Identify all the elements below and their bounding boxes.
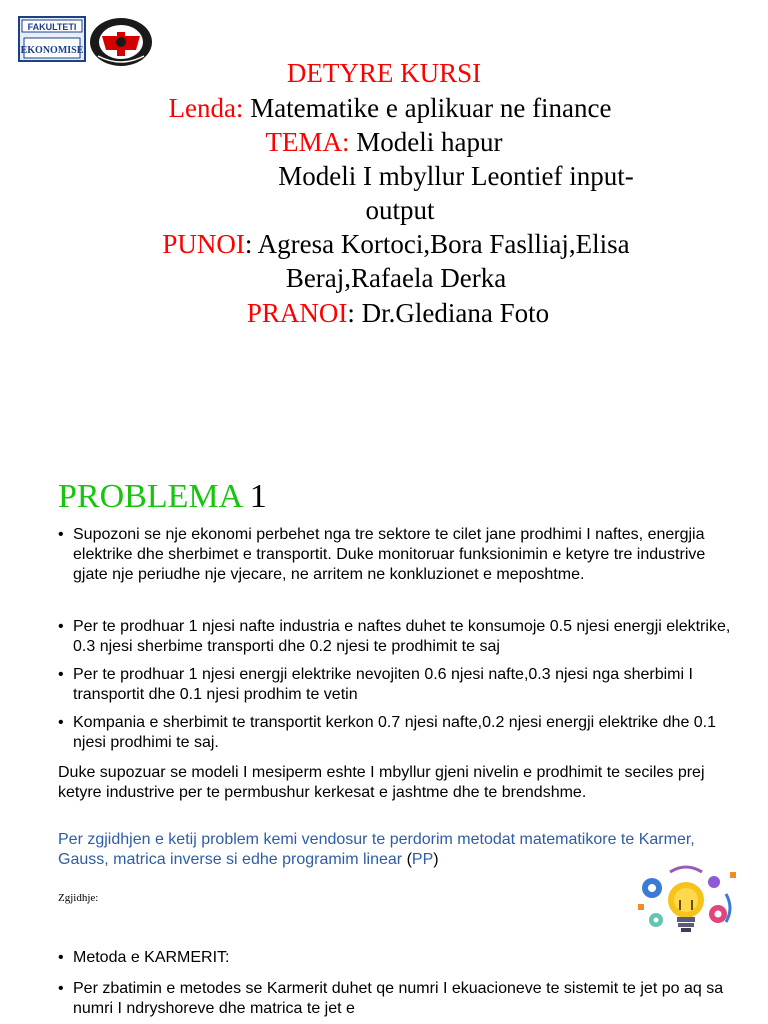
- methods-text: Per zgjidhjen e ketij problem kemi vendosur te perdorim metodat matematikore te Karmer, Gauss, matrica inverse si edhe programim linear: [58, 831, 695, 868]
- topic-value-closed-model: Modeli I mbyllur Leontief input-: [278, 161, 634, 191]
- list-item: [58, 979, 738, 1019]
- list-item-text: Per te prodhuar 1 njesi nafte industria e naftes duhet te konsumoje 0.5 njesi energji elektrike, 0.3 njesi sherbime transporti dhe 0.2 njesi te prodhimit te saj: [73, 618, 731, 655]
- lightbulb-gears-icon: [630, 864, 742, 944]
- list-item-text: Kompania e sherbimit te transportit kerkon 0.7 njesi nafte,0.2 njesi energji elektrike dhe 0.1 njesi prodhimi te saj.: [73, 714, 717, 751]
- bullet-icon: •: [58, 526, 64, 543]
- problem-heading: [58, 477, 267, 517]
- logo-ekonomise-text: EKONOMISE: [20, 45, 84, 56]
- accepted-by-line: [14, 296, 768, 330]
- list-item: [58, 948, 738, 968]
- authors-value-continued: Beraj,Rafaela Derka: [285, 263, 507, 293]
- bullet-icon: •: [58, 949, 64, 966]
- topic-label: TEMA:: [265, 127, 350, 157]
- authors-line: [12, 227, 768, 261]
- authors-value: : Agresa Kortoci,Bora Faslliaj,Elisa: [244, 229, 630, 259]
- methods-pp: PP: [411, 851, 434, 868]
- accepted-by-label: PRANOI: [246, 298, 348, 328]
- accepted-by-value: : Dr.Glediana Foto: [347, 298, 550, 328]
- list-item: [58, 525, 738, 585]
- bullet-icon: •: [58, 714, 64, 731]
- course-assignment-title: DETYRE KURSI: [286, 58, 482, 88]
- problem-statement-paragraph: Duke supozuar se modeli I mesiperm eshte I mbyllur gjeni nivelin e prodhimit te seciles prej ketyre industrive per te permbushur kerkesat e jashtme dhe te brendshme.: [58, 764, 705, 801]
- solution-label: Zgjidhje:: [58, 892, 99, 904]
- list-item-text: Supozoni se nje ekonomi perbehet nga tre sektore te cilet jane prodhimi I naftes, energjia elektrike dhe sherbimet e transportit. Duke monitoruar funksionimin e ketyre tre industrive gjate nje periudhe nje vjecare, ne arritem ne konkluzionet e meposhtme.: [73, 526, 706, 583]
- list-item-text: Metoda e KARMERIT:: [73, 949, 230, 966]
- methods-paren-close: ): [433, 851, 439, 868]
- bullet-icon: •: [58, 980, 64, 997]
- subject-value: Matematike e aplikuar ne finance: [243, 93, 612, 123]
- list-item-text: Per te prodhuar 1 njesi energji elektrike nevojiten 0.6 njesi nafte,0.3 njesi nga sherbimi I transportit dhe 0.1 njesi prodhim te vetin: [73, 666, 693, 703]
- methods-paragraph: [58, 830, 738, 868]
- list-item-text: Per zbatimin e metodes se Karmerit duhet qe numri I ekuacioneve te sistemit te jet po aq sa numri I ndryshoreve dhe matrica te jet e: [73, 980, 724, 1017]
- list-item: [58, 665, 738, 705]
- bullet-icon: •: [58, 666, 64, 683]
- problem-heading-number: 1: [241, 478, 267, 515]
- topic-value-output: output: [365, 195, 435, 225]
- subject-line: [6, 91, 768, 125]
- logo-fakulteti-text: FAKULTETI: [27, 22, 77, 32]
- methods-paren-open: (: [406, 851, 412, 868]
- bullet-icon: •: [58, 618, 64, 635]
- topic-line: [0, 125, 768, 159]
- authors-label: PUNOI: [162, 229, 245, 259]
- subject-label: Lenda:: [168, 93, 244, 123]
- list-item: [58, 713, 738, 753]
- topic-value-open-model: Modeli hapur: [349, 127, 503, 157]
- problem-heading-word: PROBLEMA: [58, 478, 242, 515]
- list-item: [58, 617, 738, 657]
